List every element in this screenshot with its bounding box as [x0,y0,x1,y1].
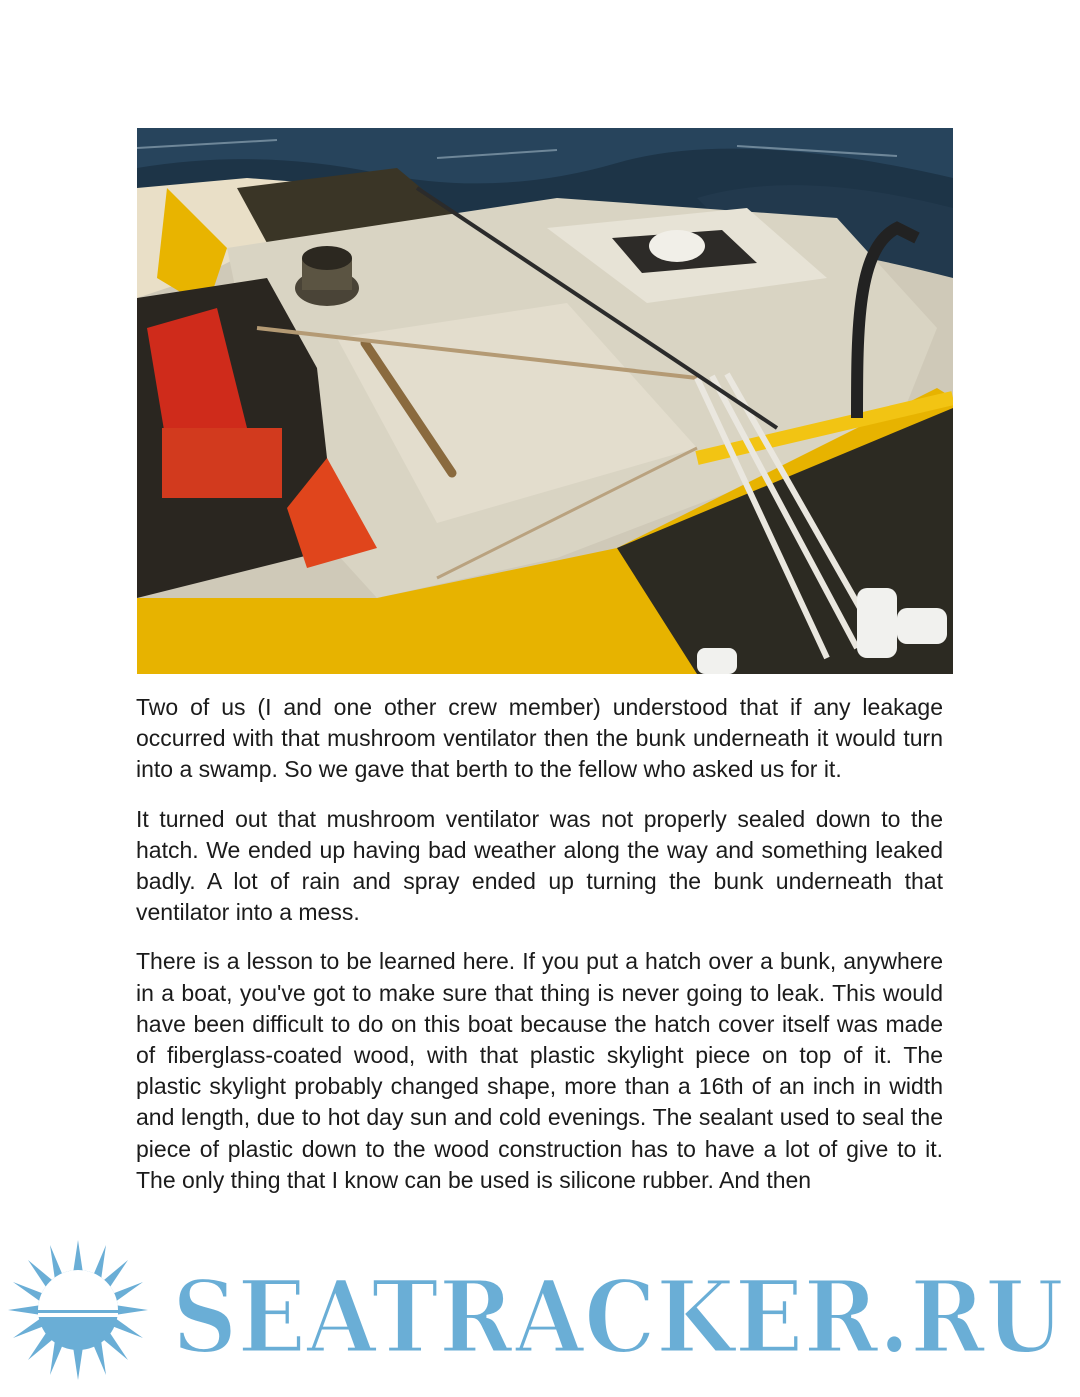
paragraph-2: It turned out that mushroom ventilator was not properly sealed down to the hatch. We ended up having bad weather along the way and something leaked badly. A lot of rain and spray ended up turning the bunk underneath that ventilator into a mess. [136,805,943,926]
paragraph-1: Two of us (I and one other crew member) understood that if any leakage occurred with that mushroom ventilator then the bunk underneath it would turn into a swamp. So we gave that berth to the fellow who asked us for it. [136,694,943,783]
article-text [136,692,943,1214]
seatracker-watermark [0,1225,1080,1397]
paragraph-3: There is a lesson to be learned here. If you put a hatch over a bunk, anywhere in a boat, you've got to make sure that thing is never going to leak. This would have been difficult to do on this boat because the hatch cover itself was made of fiberglass-coated wood, with that plastic skylight piece on top of it. The plastic skylight probably changed shape, more than a 16th of an inch in width and length, due to hot day sun and cold evenings. The sealant used to seal the piece of plastic down to the wood construction has to have a lot of give to it. The only thing that I know can be used is silicone rubber. And then [136,948,943,1193]
boat-deck-photo [137,128,953,674]
watermark-text: SEATRACKER.RU [172,1258,1064,1376]
sun-logo-icon [8,1240,148,1380]
